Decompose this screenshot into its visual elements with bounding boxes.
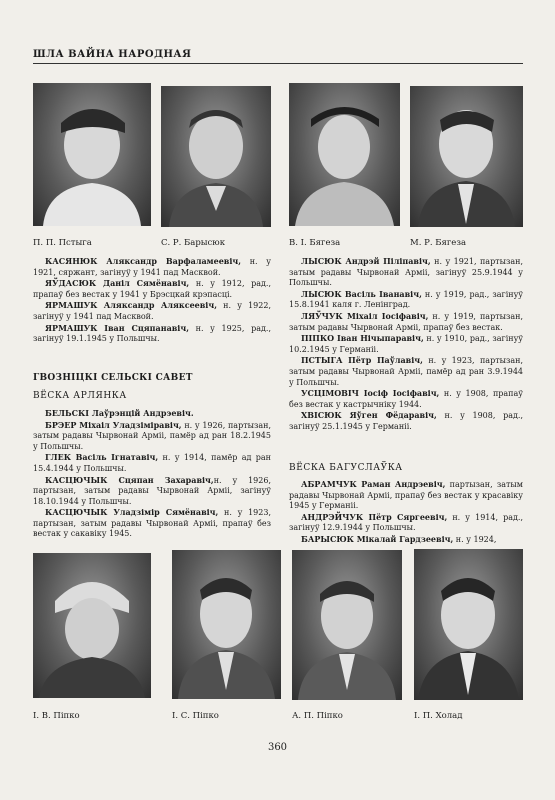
portrait-photo-7 [292, 550, 402, 700]
left-text-column [33, 256, 271, 540]
photo-caption: С. Р. Барысюк [161, 238, 226, 248]
portrait-silhouette [414, 549, 523, 700]
portrait-silhouette [172, 550, 281, 699]
entry-text: н. у 1919, партызан, затым радавы Чырвонай Арміі, прапаў без вестак. [289, 311, 523, 332]
photo-caption: І. В. Піпко [33, 711, 80, 721]
entry-text: н. у 1923, партызан, затым радавы Чырвонай Арміі, памёр ад ран 3.9.1944 у Польшчы. [289, 356, 523, 387]
village-title: ВЁСКА БАГУСЛАЎКА [289, 462, 403, 473]
entry-name: КАСЯНЮК Аляксандр Варфаламеевіч, [45, 256, 242, 266]
section-title: ГВОЗНІЦКІ СЕЛЬСКІ САВЕТ [33, 372, 193, 383]
memorial-entry [33, 408, 271, 420]
memorial-entry [289, 311, 523, 333]
entry-text: н. у 1908, прапаў без вестак у кастрычніку 1944. [289, 389, 523, 409]
entry-text: н. у 1912, рад., прапаў без вестак у 1941 у Брэсцкай крэпасці. [33, 279, 271, 299]
memorial-entry [33, 507, 271, 540]
memorial-entry [33, 256, 271, 278]
entry-text: н. у 1921, сяржант, загінуў у 1941 пад Масквой. [33, 257, 271, 277]
entry-name: КАСЦЮЧЫК Уладзімір Сямёнавіч, [45, 507, 219, 518]
portrait-photo-1 [33, 83, 151, 226]
entry-name: ЯЎДАСЮК Даніл Сямёнавіч, [45, 278, 190, 289]
photo-caption: А. П. Піпко [292, 711, 343, 721]
village-title: ВЁСКА АРЛЯНКА [33, 391, 127, 402]
memorial-entry [33, 278, 271, 300]
entry-text: н. у 1925, рад., загінуў 19.1.1945 у Польшчы. [33, 323, 271, 344]
entry-text: н. у 1923, партызан, затым радавы Чырвонай Арміі, прапаў без вестак у сакавіку 1945. [33, 508, 271, 539]
portrait-photo-5 [33, 553, 151, 698]
entry-name: КАСЦЮЧЫК Сцяпан Захаравіч, [45, 474, 214, 485]
memorial-entry [289, 256, 523, 289]
memorial-entry [33, 475, 271, 508]
entry-text: партызан, затым радавы Чырвонай Арміі, прапаў без вестак у красавіку 1945 у Германіі. [289, 480, 523, 511]
portrait-silhouette [289, 83, 400, 226]
entry-name: ЛЫСЮК Васіль Іванавіч, [301, 288, 422, 299]
portrait-silhouette [292, 550, 402, 700]
portrait-photo-8 [414, 549, 523, 700]
entry-name: БЕЛЬСКІ Лаўрэнцій Андрэевіч. [45, 407, 194, 418]
entry-text: н. у 1908, рад., загінуў 25.1.1945 у Германіі. [289, 411, 523, 431]
entry-name: БАРЫСЮК Мікалай Гардзеевіч, [301, 534, 454, 545]
portrait-silhouette [33, 553, 151, 698]
entry-name: ЛЫСЮК Андрэй Піліпавіч, [301, 256, 431, 266]
memorial-entry [289, 479, 523, 512]
memorial-entry [289, 410, 523, 432]
memorial-entry [33, 323, 271, 345]
page-number: 360 [267, 742, 288, 753]
entry-name: АБРАМЧУК Раман Андрэевіч, [301, 479, 446, 490]
memorial-entry [289, 289, 523, 311]
portrait-silhouette [410, 86, 523, 227]
entry-name: ГЛЕК Васіль Ігнатавіч, [45, 452, 159, 463]
running-head: ШЛА ВАЙНА НАРОДНАЯ [33, 49, 192, 60]
memorial-entry [33, 420, 271, 453]
entry-text: н. у 1910, рад., загінуў 10.2.1945 у Германіі. [289, 334, 523, 354]
portrait-photo-6 [172, 550, 281, 699]
memorial-entry [289, 534, 523, 546]
entry-text: н. у 1914, памёр ад ран 15.4.1944 у Польшчы. [33, 453, 271, 473]
right-text-column [289, 256, 523, 546]
entry-name: АНДРЭЙЧУК Пётр Сяргеевіч, [301, 511, 448, 522]
portrait-silhouette [33, 83, 151, 226]
memorial-entry [289, 333, 523, 355]
memorial-entry [33, 452, 271, 474]
entry-text: н. у 1919, рад., загінуў 15.8.1941 каля г. Ленінград. [289, 289, 524, 310]
portrait-photo-3 [289, 83, 400, 226]
portrait-photo-4 [410, 86, 523, 227]
memorial-entry [289, 355, 523, 388]
entry-text: н. у 1921, партызан, затым радавы Чырвонай Арміі, загінуў 25.9.1944 у Польшчы. [289, 257, 523, 288]
memorial-entry [289, 388, 523, 410]
photo-caption: В. І. Бягеза [289, 238, 341, 248]
memorial-entry [33, 300, 271, 322]
photo-caption: І. П. Холад [414, 711, 463, 721]
entry-text: н. у 1924, [453, 535, 497, 545]
entry-name: ЛЯЎЧУК Міхаіл Іосіфавіч, [301, 310, 429, 321]
portrait-photo-2 [161, 86, 271, 227]
photo-caption: П. П. Пстыга [33, 238, 92, 248]
photo-caption: І. С. Піпко [172, 711, 219, 721]
entry-text: н. у 1926, партызан, затым радавы Чырвонай Арміі, загінуў 18.10.1944 у Польшчы. [33, 475, 271, 506]
portrait-silhouette [161, 86, 271, 227]
entry-text: н. у 1926, партызан, затым радавы Чырвонай Арміі, памёр ад ран 18.2.1945 у Польшчы. [33, 420, 271, 451]
entry-name: БРЭЕР Міхаіл Уладзіміравіч, [45, 419, 182, 430]
entry-text: н. у 1914, рад., загінуў 12.9.1944 у Польшчы. [289, 512, 523, 533]
entry-name: ПСТЫГА Пётр Паўлавіч, [301, 355, 423, 366]
header-rule [33, 63, 523, 64]
entry-text: н. у 1922, загінуў у 1941 пад Масквой. [33, 301, 271, 321]
entry-name: ЯРМАШУК Аляксандр Аляксеевіч, [45, 300, 217, 311]
entry-name: ПІПКО Іван Нічыпаравіч, [301, 333, 424, 344]
entry-name: ХВІСЮК Яўген Фёдаравіч, [301, 410, 437, 421]
entry-name: ЯРМАШУК Іван Сцяпанавіч, [45, 322, 189, 333]
entry-name: УСЦІМОВІЧ Іосіф Іосіфавіч, [301, 388, 440, 399]
memorial-entry [289, 512, 523, 534]
photo-caption: М. Р. Бягеза [410, 238, 467, 248]
